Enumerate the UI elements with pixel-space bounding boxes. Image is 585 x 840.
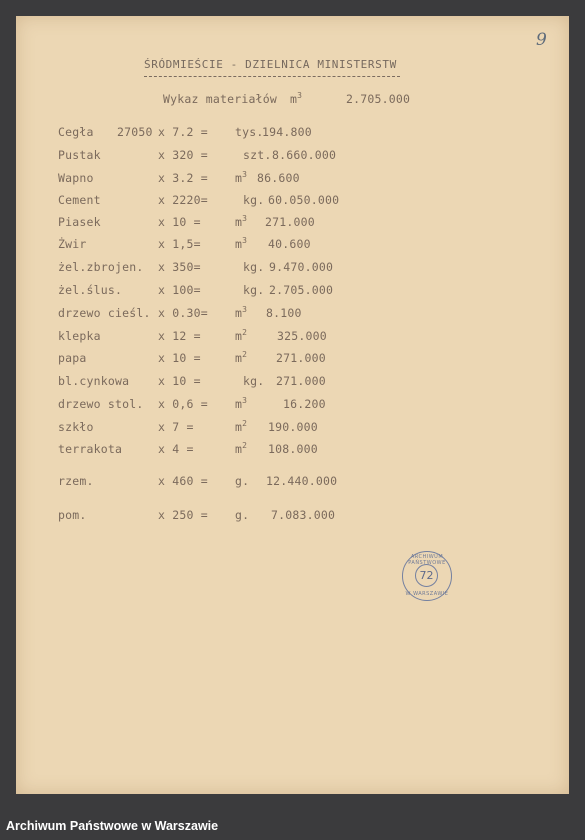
material-name: Wapno <box>58 171 94 185</box>
material-quantity: 16.200 <box>283 397 326 411</box>
material-name: bl.cynkowa <box>58 374 130 388</box>
material-unit-exponent: 2 <box>242 419 248 428</box>
material-multiplier: x 1,5= <box>158 237 201 251</box>
material-name: rzem. <box>58 474 94 488</box>
material-unit-base: m <box>235 215 243 229</box>
subtitle-unit-base: m <box>290 92 298 106</box>
material-unit-exponent: 2 <box>242 441 248 450</box>
material-unit <box>243 374 264 388</box>
footer-text: Archiwum Państwowe w Warszawie <box>6 819 219 833</box>
material-name: żel.zbrojen. <box>58 260 144 274</box>
material-multiplier: x 100= <box>158 283 201 297</box>
material-unit <box>235 420 247 434</box>
material-unit-base: kg. <box>243 374 265 388</box>
material-quantity: 190.000 <box>268 420 318 434</box>
material-name: Cement <box>58 193 101 207</box>
material-unit <box>243 260 264 274</box>
stamp-number: 72 <box>415 564 438 587</box>
material-unit-exponent: 3 <box>242 236 248 245</box>
material-unit-base: tys. <box>235 125 264 139</box>
material-name: klepka <box>58 329 101 343</box>
material-multiplier: x 3.2 = <box>158 171 208 185</box>
material-multiplier: x 0,6 = <box>158 397 208 411</box>
material-quantity: 60.050.000 <box>268 193 340 207</box>
subtitle-unit <box>290 92 302 106</box>
material-unit <box>235 125 264 139</box>
subtitle-unit-exponent: 3 <box>297 91 303 100</box>
material-unit-exponent: 2 <box>242 350 248 359</box>
material-quantity: 2.705.000 <box>269 283 334 297</box>
material-name: żel.ślus. <box>58 283 123 297</box>
material-quantity: 271.000 <box>276 374 326 388</box>
document-title: ŚRÓDMIEŚCIE - DZIELNICA MINISTERSTW <box>144 58 397 71</box>
material-unit <box>235 442 247 456</box>
page-number: 9 <box>536 30 547 50</box>
material-name: terrakota <box>58 442 123 456</box>
title-underline <box>144 76 400 77</box>
material-unit <box>235 351 247 365</box>
material-unit <box>235 329 247 343</box>
material-multiplier: x 10 = <box>158 374 201 388</box>
material-name: papa <box>58 351 87 365</box>
material-unit-exponent: 3 <box>242 214 248 223</box>
material-multiplier: x 250 = <box>158 508 208 522</box>
archive-stamp <box>402 551 452 601</box>
material-unit <box>243 283 264 297</box>
material-quantity: 8.100 <box>266 306 302 320</box>
material-unit-base: kg. <box>243 260 265 274</box>
material-unit-exponent: 3 <box>242 170 248 179</box>
material-multiplier: x 2220= <box>158 193 208 207</box>
material-unit <box>235 397 247 411</box>
material-quantity: 12.440.000 <box>266 474 338 488</box>
material-unit <box>243 193 264 207</box>
material-unit <box>235 508 249 522</box>
material-unit-exponent: 2 <box>242 328 248 337</box>
material-name: Pustak <box>58 148 101 162</box>
material-multiplier: x 4 = <box>158 442 194 456</box>
material-quantity: 8.660.000 <box>272 148 337 162</box>
archive-footer <box>0 812 585 840</box>
material-unit <box>235 171 247 185</box>
material-name: drzewo cieśl. <box>58 306 151 320</box>
material-unit-base: m <box>235 397 243 411</box>
material-unit <box>235 474 249 488</box>
material-count: 27050 <box>117 125 153 139</box>
material-quantity: 325.000 <box>277 329 327 343</box>
material-unit-base: m <box>235 442 243 456</box>
material-multiplier: x 10 = <box>158 351 201 365</box>
material-multiplier: x 320 = <box>158 148 208 162</box>
subtitle-total: 2.705.000 <box>346 92 411 106</box>
material-unit-exponent: 3 <box>242 396 248 405</box>
material-multiplier: x 0.30= <box>158 306 208 320</box>
material-multiplier: x 12 = <box>158 329 201 343</box>
material-unit-exponent: 3 <box>242 305 248 314</box>
stamp-bottom-text: W WARSZAWIE <box>405 591 449 597</box>
material-name: drzewo stol. <box>58 397 144 411</box>
material-unit <box>235 306 247 320</box>
material-unit-base: kg. <box>243 193 265 207</box>
stamp-top-text: ARCHIWUM PAŃSTWOWE <box>408 554 446 566</box>
material-unit <box>235 237 247 251</box>
document-subtitle: Wykaz materiałów <box>163 92 277 106</box>
material-name: Piasek <box>58 215 101 229</box>
material-quantity: 194.800 <box>262 125 312 139</box>
material-multiplier: x 460 = <box>158 474 208 488</box>
material-unit-base: m <box>235 306 243 320</box>
material-name: Cegła <box>58 125 94 139</box>
material-unit-base: m <box>235 171 243 185</box>
material-unit-base: szt. <box>243 148 272 162</box>
material-multiplier: x 7 = <box>158 420 194 434</box>
material-quantity: 86.600 <box>257 171 300 185</box>
material-quantity: 271.000 <box>265 215 315 229</box>
material-unit-base: m <box>235 351 243 365</box>
material-unit-base: m <box>235 237 243 251</box>
material-name: pom. <box>58 508 87 522</box>
material-quantity: 271.000 <box>276 351 326 365</box>
material-multiplier: x 7.2 = <box>158 125 208 139</box>
material-unit <box>243 148 272 162</box>
material-unit <box>235 215 247 229</box>
material-unit-base: m <box>235 329 243 343</box>
material-multiplier: x 350= <box>158 260 201 274</box>
material-unit-base: m <box>235 420 243 434</box>
material-quantity: 7.083.000 <box>271 508 336 522</box>
material-quantity: 108.000 <box>268 442 318 456</box>
material-quantity: 9.470.000 <box>269 260 334 274</box>
material-unit-base: g. <box>235 508 250 522</box>
material-quantity: 40.600 <box>268 237 311 251</box>
material-name: szkło <box>58 420 94 434</box>
material-unit-base: g. <box>235 474 250 488</box>
material-unit-base: kg. <box>243 283 265 297</box>
material-name: Żwir <box>58 237 87 251</box>
material-multiplier: x 10 = <box>158 215 201 229</box>
